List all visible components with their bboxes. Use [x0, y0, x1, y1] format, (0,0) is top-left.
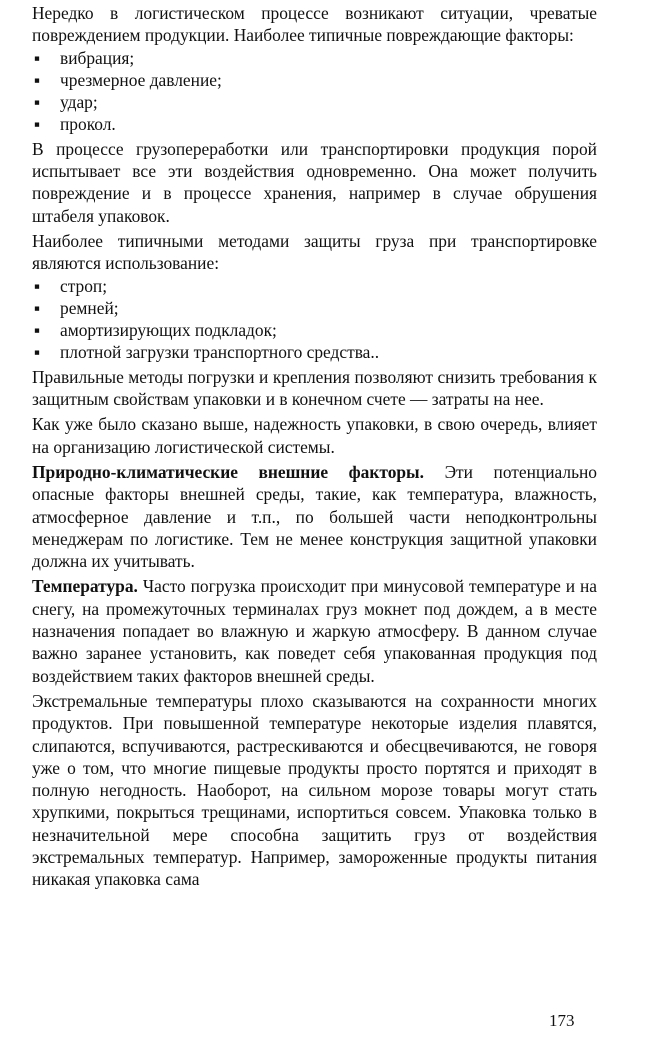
paragraph-loading-methods	[32, 366, 597, 411]
paragraph-text: Как уже было сказано выше, надежность упаковки, в свою очередь, влияет на организацию логистической системы.	[32, 414, 597, 457]
paragraph-handling	[32, 138, 597, 227]
list-item-text: чрезмерное давление;	[60, 69, 222, 90]
page-number: 173	[549, 1011, 575, 1030]
list-item-text: ремней;	[60, 297, 119, 318]
bullet-icon: ▪	[33, 69, 41, 90]
bullet-icon: ▪	[33, 342, 41, 363]
bullet-icon: ▪	[33, 47, 41, 68]
bullet-icon: ▪	[33, 320, 41, 341]
paragraph-text: Наиболее типичными методами защиты груза при транспортировке являются использование:	[32, 230, 597, 274]
list-item	[32, 341, 597, 363]
bullet-icon: ▪	[33, 114, 41, 135]
list-item-text: прокол.	[60, 114, 116, 135]
bullet-icon: ▪	[33, 297, 41, 318]
paragraph-text: Экстремальные температуры плохо сказываются на сохранности многих продуктов. При повышенной температуре некоторые изделия плавятся, слипаются, вспучиваются, растрескиваются и обесцвечиваются, не говоря уже о том, что многие пищевые продукты просто портятся и приходят в полную негодность. Наоборот, на сильном морозе товары могут стать хрупкими, покрыться трещинами, испортиться совсем. Упаковка только в незначительной мере способна защитить груз от воздействия экстремальных температур. Например, замороженные продукты питания никакая упаковка сама	[32, 690, 597, 890]
list-item-text: вибрация;	[60, 47, 135, 68]
paragraph-text: Эти потенциально опасные факторы внешней среды, такие, как температура, влажность, атмосферное давление и т.п., по большей части неподконтрольны менеджерам по логистике. Тем не менее конструкция защитной упаковки должна их учитывать.	[32, 461, 598, 572]
paragraph-extreme-temperatures	[32, 690, 597, 891]
paragraph-text: Часто погрузка происходит при минусовой температуре и на снегу, на промежуточных терминалах груз мокнет под дождем, а в месте назначения попадает во влажную и жаркую атмосферу. В данном случае важно заранее установить, как поведет себя упакованная продукция под воздействием таких факторов внешней среды.	[32, 576, 597, 686]
list-item-text: плотной загрузки транспортного средства..	[60, 342, 380, 363]
list-item	[32, 319, 597, 341]
list-item-text: строп;	[60, 275, 108, 296]
list-item	[32, 91, 597, 113]
paragraph-temperature	[32, 575, 597, 686]
bullet-icon: ▪	[33, 275, 41, 296]
list-item	[32, 297, 597, 319]
paragraph-climatic-factors	[32, 461, 597, 572]
heading-climatic-factors: Природно-климатические внешние факторы.	[32, 461, 424, 482]
paragraph-reliability	[32, 413, 597, 458]
list-item	[32, 47, 597, 69]
list-item	[32, 69, 597, 91]
paragraph-text: Нередко в логистическом процессе возникают ситуации, чреватые повреждением продукции. Наиболее типичные повреждающие факторы:	[32, 3, 597, 46]
list-item	[32, 275, 597, 297]
page-body	[32, 2, 597, 891]
paragraph-text: В процессе грузопереработки или транспортировки продукция порой испытывает все эти воздействия одновременно. Она может получить повреждение и в процессе хранения, например в случае обрушения штабеля упаковок.	[32, 138, 597, 226]
list-item	[32, 113, 597, 135]
list-damage-factors	[32, 47, 597, 136]
list-item-text: амортизирующих подкладок;	[60, 320, 277, 341]
paragraph-text: Правильные методы погрузки и крепления позволяют снизить требования к защитным свойствам упаковки и в конечном счете — затраты на нее.	[32, 366, 597, 410]
list-protection-methods	[32, 275, 597, 364]
paragraph-protection-methods	[32, 230, 597, 275]
list-item-text: удар;	[60, 92, 98, 113]
bullet-icon: ▪	[33, 92, 41, 113]
heading-temperature: Температура.	[32, 576, 138, 597]
paragraph-damage-intro	[32, 2, 597, 47]
